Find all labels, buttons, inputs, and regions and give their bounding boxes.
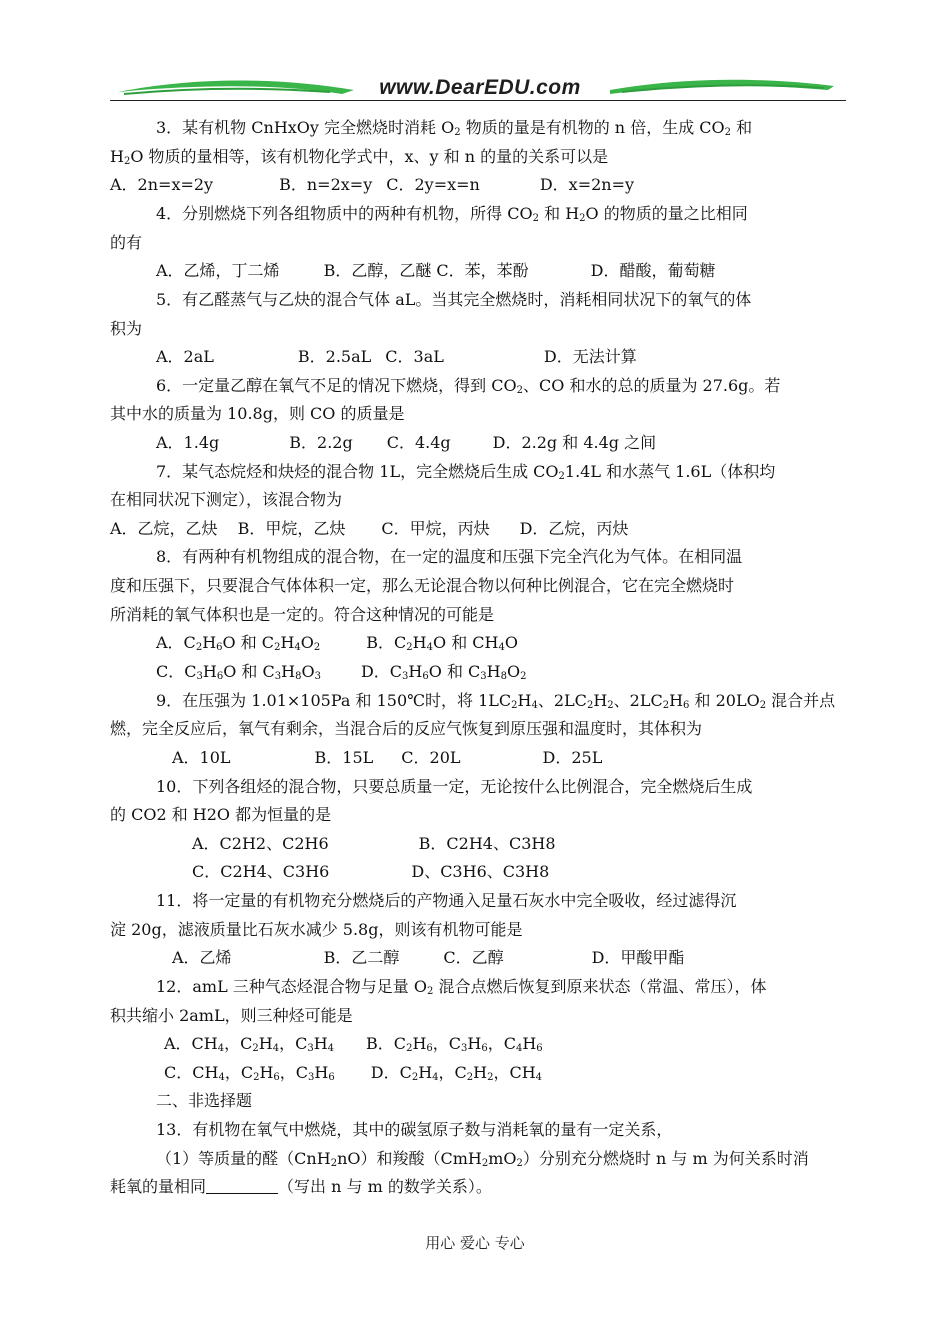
text-run: 所消耗的氧气体积也是一定的。符合这种情况的可能是 [110,605,495,624]
text-run: ，C [432,1034,462,1053]
text-run: B．乙二醇 [323,948,400,967]
text-line [164,1034,543,1056]
text-line [164,1063,542,1085]
text-run: 耗氧的量相同 [110,1177,207,1196]
text-run: ，C [224,1034,253,1053]
text-run: ，C [438,1063,467,1082]
text-line [156,1120,672,1142]
text-run: H [313,1034,328,1053]
subscript: 6 [216,642,223,653]
text-run: 5．有乙醛蒸气与乙炔的混合气体 aL。当其完全燃烧时，消耗相同状况下的氧气的体 [156,290,752,309]
text-run: 和 [731,118,753,137]
text-run: O 和 C [223,662,275,681]
text-run: C．4.4g [386,433,451,452]
text-run: H [280,633,295,652]
text-line [110,805,331,827]
text-run: D．C [360,662,403,681]
page-footer: 用心 爱心 专心 [425,1234,525,1252]
text-line [156,118,752,140]
text-run: 的有 [110,233,143,252]
text-run: H [259,1063,274,1082]
text-run: H [202,633,217,652]
text-run: A．1.4g [156,433,220,452]
text-line [156,433,656,455]
text-run: B．15L [314,748,374,767]
text-line [156,290,751,312]
subscript: 3 [307,1043,314,1054]
text-run: A．乙烷，乙炔 [110,519,218,538]
subscript: 2 [253,1072,260,1083]
subscript: 2 [520,671,527,682]
text-run: C．C [156,662,197,681]
subscript: 2 [516,385,524,396]
text-run: C．乙醇 [443,948,504,967]
subscript: 2 [558,471,565,482]
subscript: 4 [294,642,301,653]
text-line [156,376,780,398]
text-run: 燃，完全反应后，氧气有剩余，当混合后的反应气恢复到原压强和温度时，其体积为 [110,719,703,738]
text-run: H [522,1034,537,1053]
subscript: 2 [123,156,131,167]
subscript: 4 [272,1043,280,1054]
text-run: C．甲烷，丙炔 [381,519,490,538]
text-run: 其中水的质量为 10.8g，则 CO 的质量是 [110,404,405,423]
text-run: A．乙烯 [172,948,232,967]
text-line [110,175,634,197]
subscript: 4 [535,1072,543,1083]
text-run: 8．有两种有机物组成的混合物，在一定的温度和压强下完全汽化为气体。在相同温 [156,547,743,566]
text-run: H [314,1063,329,1082]
text-run: 混合点燃后恢复到原来状态（常温、常压），体 [433,977,767,996]
text-run: 10．下列各组烃的混合物，只要总质量一定，无论按什么比例混合，完全燃烧后生成 [156,777,753,796]
subscript: 3 [461,1043,468,1054]
text-line [110,319,142,341]
subscript: 6 [328,1072,335,1083]
text-run: A．2n=x=2y [110,175,214,194]
text-line [156,347,637,369]
subscript: 3 [480,671,487,682]
subscript: 2 [516,1158,523,1169]
subscript: 3 [196,671,203,682]
text-line [172,948,684,970]
subscript: 2 [487,1072,494,1083]
text-run: H [517,691,532,710]
text-run: 和 20LO [689,691,760,710]
subscript: 2 [195,642,203,653]
site-logo-text[interactable]: www.DearEDU.com [379,76,581,99]
subscript: 8 [295,671,302,682]
text-line [110,404,405,426]
text-run: O [301,662,315,681]
subscript: 6 [683,700,690,711]
text-run: 淀 20g，滤液质量比石灰水减少 5.8g，则该有机物可能是 [110,920,523,939]
text-run: 的 CO2 和 H2O 都为恒量的是 [110,805,332,824]
text-run: 1.4L 和水蒸气 1.6L（体积均 [564,462,776,481]
text-line [110,576,734,598]
subscript: 6 [426,1043,433,1054]
text-run: 混合并点 [766,691,836,710]
text-run: H [412,633,427,652]
text-run: D．醋酸，葡萄糖 [590,261,716,280]
text-line [192,834,556,856]
text-run: ，C [224,1063,254,1082]
text-run: 物质的量是有机物的 n 倍，生成 CO [460,118,725,137]
subscript: 2 [481,1158,489,1169]
text-run: 9．在压强为 1.01×105Pa 和 150℃时，将 1LC [156,691,512,710]
text-run: C．3aL [385,347,444,366]
subscript: 2 [313,642,321,653]
text-run: A．2aL [156,347,214,366]
subscript: 2 [532,213,540,224]
text-run: O [300,633,314,652]
text-run: 4．分别燃烧下列各组物质中的两种有机物，所得 CO [156,204,533,223]
subscript: 6 [216,671,224,682]
text-run: nO）和羧酸（CmH [337,1149,482,1168]
text-run: B．C2H4、C3H8 [418,834,556,853]
text-run: ，CH [493,1063,536,1082]
subscript: 2 [454,127,461,138]
text-line [110,147,608,169]
text-run: C．20L [401,748,461,767]
subscript: 2 [411,1072,419,1083]
subscript: 4 [515,1043,523,1054]
text-run: H [281,662,296,681]
text-run: H [473,1063,488,1082]
text-line [110,490,342,512]
text-line [110,1006,353,1028]
text-line [156,204,748,226]
subscript: 2 [511,700,518,711]
subscript: 2 [427,986,434,997]
subscript: 2 [586,700,594,711]
text-run: 积共缩小 2amL，则三种烃可能是 [110,1006,353,1025]
text-line [110,920,522,942]
subscript: 2 [406,1043,413,1054]
text-line [156,691,835,713]
text-run: 6．一定量乙醇在氧气不足的情况下燃烧，得到 CO [156,376,517,395]
header-divider [110,100,846,101]
text-run: H [412,1034,427,1053]
subscript: 2 [759,700,767,711]
subscript: 6 [422,671,429,682]
text-line [156,891,736,913]
text-run: H [202,662,217,681]
text-line [172,748,602,770]
text-line [156,633,518,655]
subscript: 4 [531,700,538,711]
text-run: O 和 C [428,662,481,681]
text-run: D．25L [542,748,603,767]
subscript: 2 [466,1072,474,1083]
text-run: 度和压强下，只要混合气体体积一定，那么无论混合物以何种比例混合，它在完全燃烧时 [110,576,735,595]
text-run: B．甲烷，乙炔 [237,519,346,538]
subscript: 2 [662,700,670,711]
text-run: D．C [370,1063,412,1082]
text-line [110,233,142,255]
text-line [192,862,549,884]
text-run: H [486,662,501,681]
text-run: 和 H [539,204,580,223]
text-run: 13．有机物在氧气中燃烧，其中的碳氢原子数与消耗氧的量有一定关系， [156,1120,673,1139]
text-run: O 的物质的量之比相同 [585,204,748,223]
text-run: D、C3H6、C3H8 [411,862,550,881]
text-run: ，C [279,1063,309,1082]
subscript: 3 [402,671,409,682]
text-line [156,777,752,799]
subscript: 2 [330,1158,338,1169]
text-run: C．CH [164,1063,219,1082]
text-run: 11．将一定量的有机物充分燃烧后的产物通入足量石灰水中完全吸收，经过滤得沉 [156,891,737,910]
subscript: 6 [273,1072,280,1083]
text-run: B．C [366,1034,407,1053]
text-run: O 和 C [222,633,275,652]
text-run: H [408,662,423,681]
text-run: （写出 n 与 m 的数学关系）。 [278,1177,492,1196]
text-run: H [669,691,684,710]
text-run: 12．amL 三种气态烃混合物与足量 O [156,977,427,996]
subscript: 2 [724,127,732,138]
text-run: mO [488,1149,517,1168]
text-run: ，C [487,1034,516,1053]
text-run: H [593,691,608,710]
text-run: O 物质的量相等，该有机物化学式中，x、y 和 n 的量的关系可以是 [130,147,609,166]
text-run: D．乙烷，丙炔 [519,519,629,538]
text-run: O [506,662,521,681]
subscript: 2 [252,1043,259,1054]
text-line [156,662,526,684]
text-run: O [504,633,518,652]
subscript: 4 [498,642,505,653]
text-run: 7．某气态烷烃和炔烃的混合物 1L，完全燃烧后生成 CO [156,462,559,481]
text-run: 二、非选择题 [156,1091,253,1110]
text-run: 在相同状况下测定），该混合物为 [110,490,343,509]
text-run: D．甲酸甲酯 [591,948,685,967]
text-run: 、2LC [613,691,663,710]
text-run: H [467,1034,482,1053]
text-run: A．乙烯，丁二烯 [156,261,280,280]
text-run: 3．某有机物 CnHxOy 完全燃烧时消耗 O [156,118,455,137]
text-line [156,1091,252,1113]
text-run: D．2.2g 和 4.4g 之间 [492,433,657,452]
subscript: 4 [217,1043,225,1054]
text-run: B．2.5aL [297,347,372,366]
text-run: H [258,1034,273,1053]
subscript: 3 [274,671,282,682]
subscript: 2 [579,213,586,224]
subscript: 4 [426,642,433,653]
text-line [156,462,775,484]
text-run: A．C2H2、C2H6 [192,834,329,853]
text-run: A．10L [172,748,231,767]
subscript: 4 [432,1072,439,1083]
text-run: O 和 CH [432,633,499,652]
text-line [156,547,742,569]
text-run: B．n=2x=y [279,175,373,194]
subscript: 2 [607,700,614,711]
subscript: 6 [536,1043,543,1054]
subscript: 8 [500,671,507,682]
subscript: 4 [327,1043,335,1054]
text-run: 、2LC [537,691,587,710]
subscript: 4 [218,1072,225,1083]
text-line [110,719,702,741]
text-run: C．2y=x=n [386,175,480,194]
text-run: B．2.2g [289,433,353,452]
text-run: A．C [156,633,196,652]
text-line [156,977,766,999]
subscript: 2 [274,642,281,653]
text-run: （1）等质量的醛（CnH [156,1149,331,1168]
text-run: ）分别充分燃烧时 n 与 m 为何关系时消 [522,1149,809,1168]
text-run: B．C [366,633,407,652]
text-line [110,519,628,541]
text-run: ，C [279,1034,308,1053]
text-run: B．乙醇，乙醚 C．苯，苯酚 [323,261,529,280]
text-line [110,605,494,627]
text-run: A．CH [164,1034,218,1053]
text-line [156,261,716,283]
subscript: 3 [314,671,321,682]
text-line [156,1149,809,1171]
text-run: 、CO 和水的总的质量为 27.6g。若 [523,376,781,395]
text-run: D．无法计算 [543,347,637,366]
subscript: 6 [481,1043,488,1054]
text-line [110,1177,492,1199]
text-run: H [110,147,124,166]
text-run: 积为 [110,319,143,338]
subscript: 3 [308,1072,315,1083]
answer-blank[interactable] [206,1179,278,1194]
text-run: H [418,1063,433,1082]
subscript: 2 [406,642,413,653]
text-run: C．C2H4、C3H6 [192,862,330,881]
text-run: D．x=2n=y [539,175,635,194]
